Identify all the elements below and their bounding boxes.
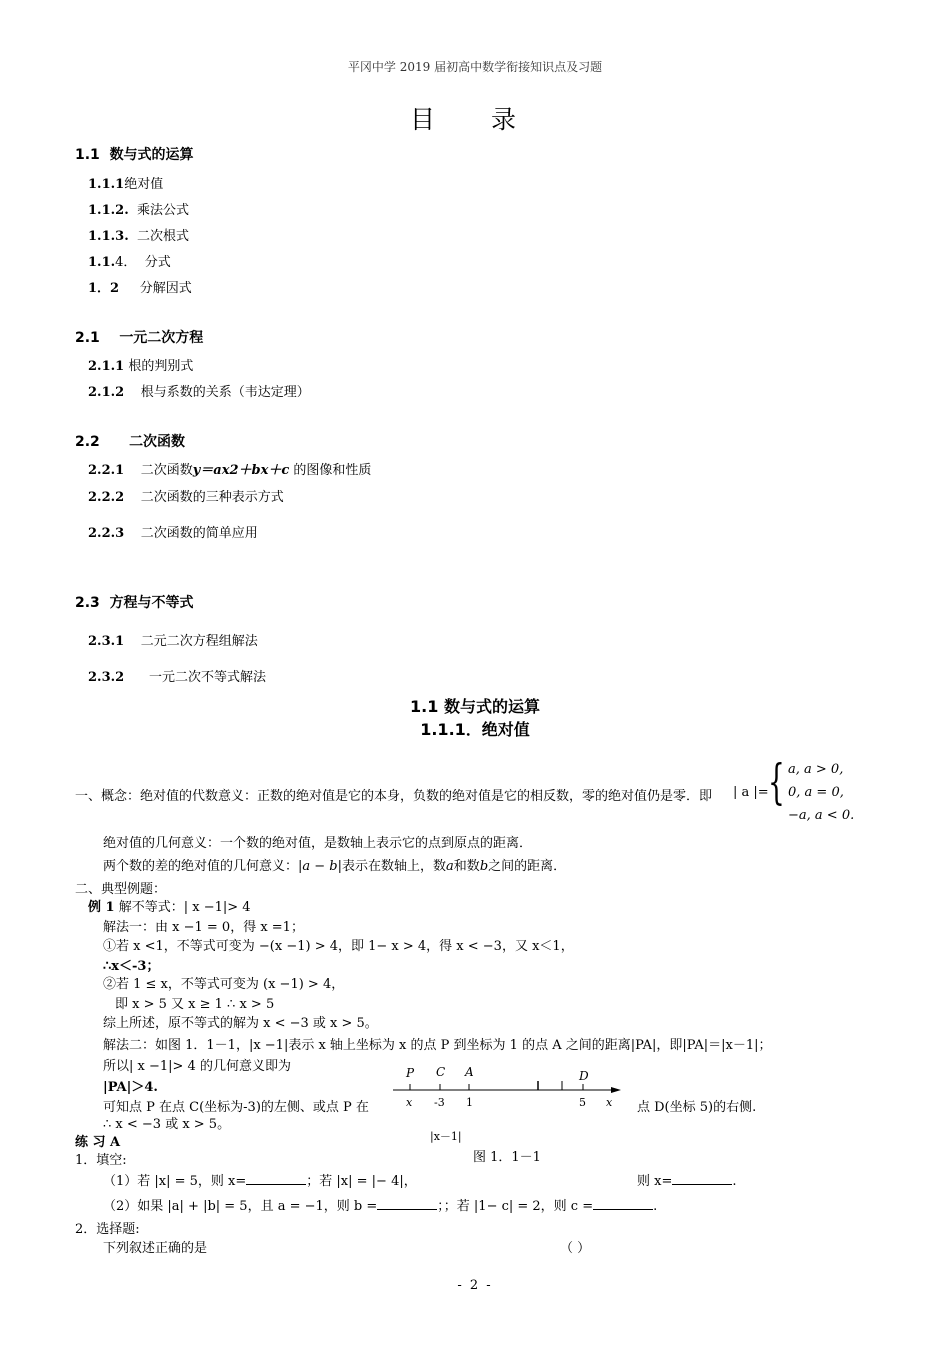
label-p: P (406, 1066, 415, 1080)
label-1: 1 (466, 1096, 473, 1109)
toc-label: 二次根式 (136, 229, 189, 244)
question-text: （2）如果 |a| + |b| = 5，且 a = −1，则 b = (103, 1199, 378, 1214)
toc-num: 1.1 (75, 147, 100, 163)
question-text: 则 x= (637, 1174, 673, 1189)
question-text: （1）若 |x| = 5，则 x= (103, 1174, 247, 1189)
toc-item-2-1-2[interactable] (88, 381, 310, 400)
toc-item-1-1-4[interactable] (88, 251, 171, 270)
label-d: D (579, 1069, 589, 1083)
toc-label: 方程与不等式 (109, 595, 194, 611)
toc-item-2-2-1[interactable] (88, 459, 371, 478)
toc-label: 二次函数 (129, 434, 186, 450)
var-b: b (479, 859, 489, 874)
toc-num: 2.3 (75, 595, 100, 611)
toc-item-1-1-2[interactable] (88, 199, 189, 218)
method2-line4a: 可知点 P 在点 C(坐标为-3)的左侧、或点 P 在 (103, 1100, 369, 1115)
method1-line: 解法一：由 x −1 = 0，得 x =1； (103, 920, 304, 935)
toc-label: 分式 (144, 255, 171, 270)
toc-num: 1.1. (88, 255, 116, 270)
text-fragment: 表示在数轴上，数 (342, 859, 447, 874)
difference-meaning (103, 855, 566, 874)
question-1-2: （2）如果 |a| + |b| = 5，且 a = −1，则 b = ；；若 |1− c| = 2，则 c = . (103, 1199, 658, 1214)
toc-item-2-2-3[interactable] (88, 522, 258, 541)
text-fragment: 之间的距离． (488, 859, 567, 874)
toc-num: 2.3.1 (88, 634, 125, 649)
toc-title: 目 录 (410, 105, 540, 134)
method1-case2: ②若 1 ≤ x，不等式可变为 (x −1) > 4， (103, 977, 345, 992)
question-text: ；若 |1− c| = 2，则 c = (443, 1199, 594, 1214)
example-label: 例 1 (88, 900, 115, 915)
toc-num: 1.1.1 (88, 177, 125, 192)
method1-case2-result: 即 x > 5 又 x ≥ 1 ∴ x > 5 (115, 997, 275, 1012)
examples-heading: 二、典型例题： (75, 882, 167, 897)
toc-num: 2.2 (75, 434, 100, 450)
toc-num: 2.2.3 (88, 526, 125, 541)
question-2: 2．选择题: (75, 1222, 140, 1237)
label-x1: x (406, 1096, 413, 1109)
toc-label-suffix: 的图像和性质 (293, 463, 372, 478)
label-minus3: -3 (434, 1096, 445, 1109)
method1-case1: ①若 x <1，不等式可变为 −(x −1) > 4，即 1− x > 4，得 x < −3，又 x＜1， (103, 939, 574, 954)
subsection-title: 1.1.1．绝对值 (420, 720, 530, 739)
toc-label: 一元二次不等式解法 (149, 670, 267, 685)
answer-blank[interactable] (593, 1197, 653, 1210)
toc-label: 乘法公式 (136, 203, 189, 218)
method2-line2: 所以| x −1|> 4 的几何意义即为 (103, 1059, 291, 1074)
text-fragment: 和数 (453, 859, 480, 874)
method1-summary: 综上所述，原不等式的解为 x < −3 或 x > 5。 (103, 1016, 378, 1031)
toc-label: 根的判别式 (128, 359, 194, 374)
question-text: ；若 |x| = |− 4|， (306, 1174, 417, 1189)
toc-item-2-3-1[interactable] (88, 630, 258, 649)
left-brace: { (768, 754, 785, 810)
toc-num-suffix: 4． (115, 255, 137, 270)
section-title: 1.1 数与式的运算 (410, 697, 540, 716)
text-fragment: 两个数的差的绝对值的几何意义： (103, 859, 299, 874)
abs-definition-lhs: | a |= (733, 785, 769, 800)
toc-item-1-1-1[interactable] (88, 173, 163, 192)
toc-item-2-1-1[interactable] (88, 355, 193, 374)
toc-label: 二次函数的简单应用 (140, 526, 258, 541)
concept-text: 一、概念：绝对值的代数意义：正数的绝对值是它的本身，负数的绝对值是它的相反数，零的绝对值仍是零．即 (75, 789, 713, 804)
method2-line4b: 点 D(坐标 5)的右侧. (637, 1100, 757, 1115)
label-5: 5 (579, 1096, 586, 1109)
case-zero: 0, a = 0, (788, 785, 844, 800)
example-text: 解不等式：| x −1|> 4 (118, 900, 251, 915)
question-1-1-tail: 则 x= . (637, 1174, 737, 1189)
case-negative: −a, a < 0. (788, 808, 855, 823)
toc-num: 1．2 (88, 281, 120, 296)
toc-item-2-2-2[interactable] (88, 486, 284, 505)
label-c: C (436, 1065, 446, 1079)
toc-num: 2.2.1 (88, 463, 125, 478)
expr-a-minus-b: |a − b| (298, 859, 343, 874)
answer-paren[interactable]: （ ） (560, 1241, 591, 1256)
number-line-figure (385, 1062, 630, 1120)
geometric-meaning: 绝对值的几何意义：一个数的绝对值，是数轴上表示它的点到原点的距离． (103, 836, 533, 851)
case-positive: a, a > 0, (788, 762, 844, 777)
toc-num: 2.1.2 (88, 385, 125, 400)
axis-arrow (611, 1087, 621, 1093)
toc-label: 二元二次方程组解法 (140, 634, 258, 649)
toc-item-1-1-3[interactable] (88, 225, 189, 244)
toc-section-2-2[interactable] (75, 431, 185, 451)
toc-label: 二次函数的三种表示方式 (140, 490, 284, 505)
page-number: - 2 - (457, 1278, 493, 1293)
toc-label: 数与式的运算 (109, 147, 194, 163)
toc-num: 2.3.2 (88, 670, 125, 685)
question-1: 1．填空: (75, 1153, 127, 1168)
label-x2: x (606, 1096, 613, 1109)
method2-line3: |PA|＞4. (103, 1080, 158, 1095)
toc-num: 2.1.1 (88, 359, 125, 374)
page-header: 平冈中学 2019 届初高中数学衔接知识点及习题 (347, 60, 603, 74)
method2-conclusion: ∴ x < −3 或 x > 5。 (103, 1117, 231, 1132)
toc-item-1-2[interactable] (88, 277, 192, 296)
toc-label: 二次函数 (140, 463, 193, 478)
toc-label: 一元二次方程 (119, 330, 204, 346)
question-2-text: 下列叙述正确的是 (103, 1241, 208, 1256)
answer-blank[interactable] (246, 1172, 306, 1185)
example-1 (88, 896, 251, 915)
toc-label: 分解因式 (139, 281, 192, 296)
answer-blank[interactable] (377, 1197, 437, 1210)
toc-num: 2.1 (75, 330, 100, 346)
method2-line: 解法二：如图 1．1－1，|x −1|表示 x 轴上坐标为 x 的点 P 到坐标为 1 的点 A 之间的距离|PA|，即|PA|＝|x－1|； (103, 1038, 772, 1053)
toc-section-1-1[interactable] (75, 144, 194, 164)
var-a: a (446, 859, 454, 874)
toc-label: 根与系数的关系（韦达定理） (140, 385, 310, 400)
toc-num: 1.1.3. (88, 229, 129, 244)
figure-abs-label: |x－1| (430, 1130, 462, 1143)
toc-item-2-3-2[interactable] (88, 666, 266, 685)
toc-formula: y＝ax2＋bx＋c (192, 463, 290, 478)
toc-label: 绝对值 (124, 177, 164, 192)
answer-blank[interactable] (672, 1172, 732, 1185)
figure-caption: 图 1．1－1 (473, 1150, 541, 1165)
label-a: A (465, 1065, 474, 1079)
toc-num: 1.1.2. (88, 203, 129, 218)
practice-heading: 练 习 A (75, 1135, 121, 1150)
toc-section-2-1[interactable] (75, 327, 203, 347)
toc-section-2-3[interactable] (75, 592, 194, 612)
method1-case1-result: ∴x＜-3； (103, 959, 160, 974)
question-1-1 (103, 1170, 417, 1189)
toc-num: 2.2.2 (88, 490, 125, 505)
